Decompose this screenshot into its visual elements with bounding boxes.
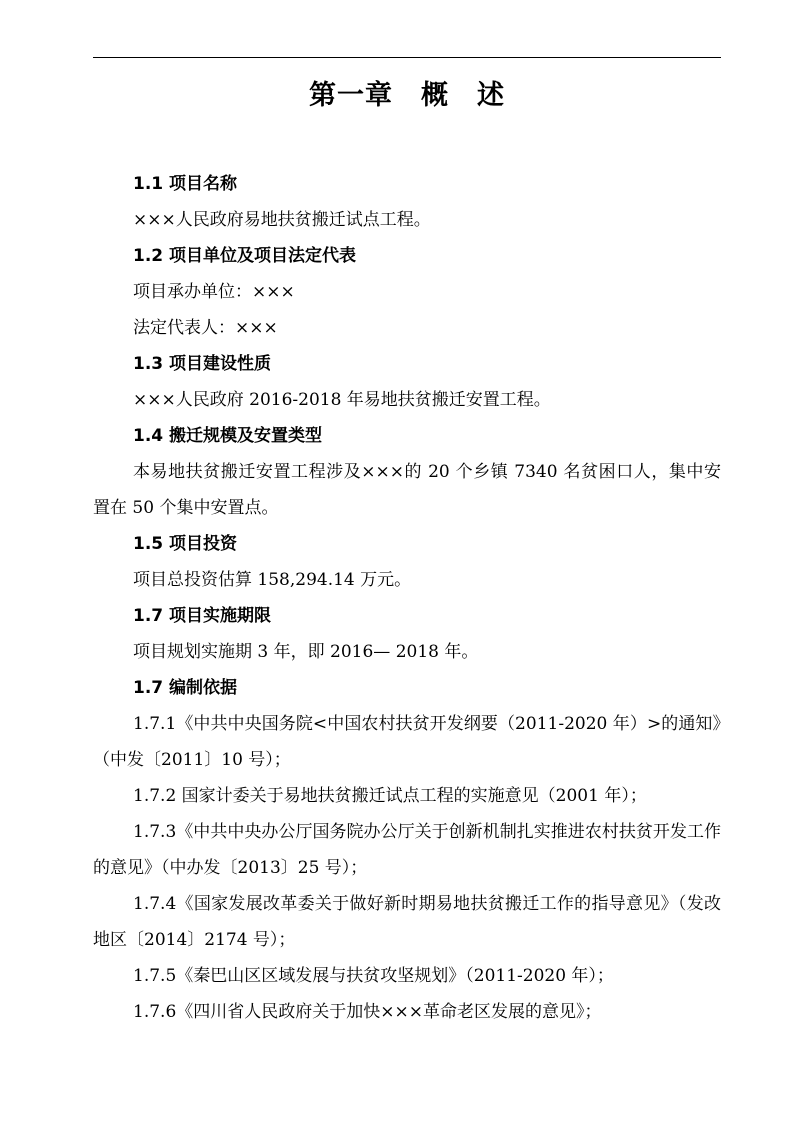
- legal-representative-line: 法定代表人：×××: [133, 318, 278, 338]
- section-heading-1-2: 1.2 项目单位及项目法定代表: [133, 246, 357, 266]
- section-heading-1-5: 1.5 项目投资: [133, 534, 238, 554]
- section-body-1-5: 项目总投资估算 158,294.14 万元。: [133, 570, 412, 590]
- section-body-1-3: ×××人民政府 2016-2018 年易地扶贫搬迁安置工程。: [133, 390, 551, 410]
- section-body-1-7-period: 项目规划实施期 3 年，即 2016— 2018 年。: [133, 642, 479, 662]
- section-body-1-4: 本易地扶贫搬迁安置工程涉及×××的 20 个乡镇 7340 名贫困口人，集中安置在 50 个集中安置点。: [93, 462, 721, 518]
- section-heading-1-7-period: 1.7 项目实施期限: [133, 606, 272, 626]
- basis-item-1-7-1: 1.7.1《中共中央国务院<中国农村扶贫开发纲要（2011-2020 年）>的通知》（中发〔2011〕10 号）；: [93, 714, 721, 770]
- basis-item-1-7-5: 1.7.5《秦巴山区区域发展与扶贫攻坚规划》（2011-2020 年）；: [133, 966, 614, 986]
- section-heading-1-7-basis: 1.7 编制依据: [133, 678, 238, 698]
- section-heading-1-3: 1.3 项目建设性质: [133, 354, 272, 374]
- basis-item-1-7-4: 1.7.4《国家发展改革委关于做好新时期易地扶贫搬迁工作的指导意见》（发改地区〔2014〕2174 号）；: [93, 894, 721, 950]
- chapter-title: 第一章 概 述: [309, 80, 505, 111]
- section-body-1-1: ×××人民政府易地扶贫搬迁试点工程。: [133, 210, 431, 230]
- project-undertaker-line: 项目承办单位：×××: [133, 282, 295, 302]
- header-rule: [93, 57, 721, 58]
- basis-item-1-7-3: 1.7.3《中共中央办公厅国务院办公厅关于创新机制扎实推进农村扶贫开发工作的意见》（中办发〔2013〕25 号）；: [93, 822, 721, 878]
- document-body: [93, 166, 721, 1030]
- basis-item-1-7-6: 1.7.6《四川省人民政府关于加快×××革命老区发展的意见》；: [133, 1002, 602, 1022]
- section-heading-1-4: 1.4 搬迁规模及安置类型: [133, 426, 323, 446]
- basis-item-1-7-2: 1.7.2 国家计委关于易地扶贫搬迁试点工程的实施意见（2001 年）；: [133, 786, 647, 806]
- section-heading-1-1: 1.1 项目名称: [133, 174, 238, 194]
